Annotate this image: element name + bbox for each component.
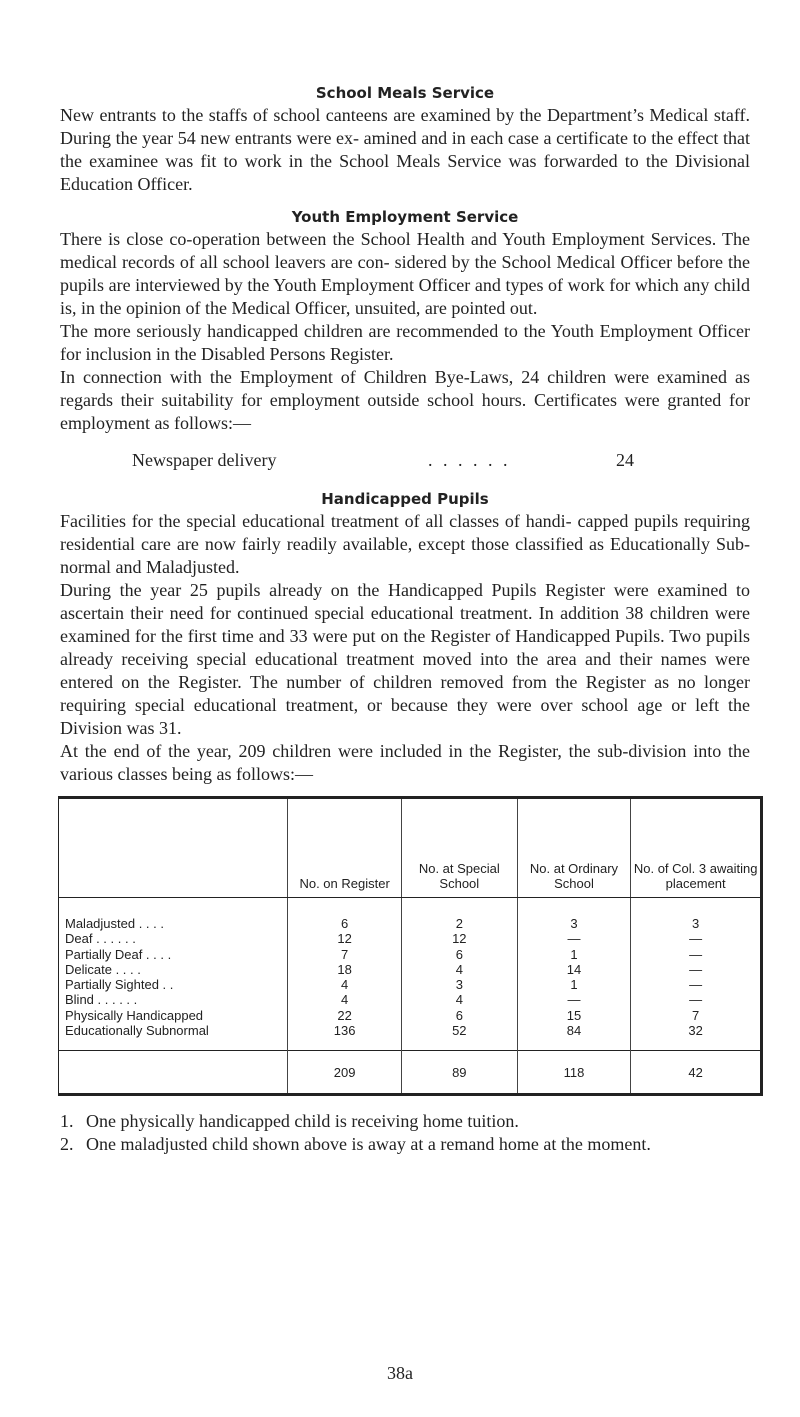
row-category: Deaf . . . . . . bbox=[59, 931, 288, 946]
footnote-text: One physically handicapped child is receiving home tuition. bbox=[86, 1111, 519, 1132]
cell-on-register: 6 bbox=[288, 898, 402, 932]
row-category: Blind . . . . . . bbox=[59, 992, 288, 1007]
school-meals-paragraph: New entrants to the staffs of school canteens are examined by the Department’s Medical staff. During the year 54 new entrants were ex- amined and in each case a certificate to the effect that the examinee was fit to work in the School Meals Service was forwarded to the Divisional Education Officer. bbox=[60, 105, 750, 194]
cell-on-register: 7 bbox=[288, 947, 402, 962]
table-row bbox=[59, 962, 762, 977]
cell-ordinary-school: 15 bbox=[517, 1008, 631, 1023]
header-category bbox=[59, 798, 288, 898]
cell-special-school: 12 bbox=[401, 931, 517, 946]
header-awaiting-placement: No. of Col. 3 awaiting placement bbox=[631, 798, 762, 898]
cell-on-register: 4 bbox=[288, 977, 402, 992]
cell-ordinary-school: 84 bbox=[517, 1023, 631, 1051]
header-no-at-ordinary-school: No. at Ordinary School bbox=[517, 798, 631, 898]
cell-ordinary-school: 3 bbox=[517, 898, 631, 932]
youth-employment-paragraph-1: There is close co-operation between the School Health and Youth Employment Services. The medical records of all school leavers are con- sidered by the School Medical Officer before the pupils are interviewed by the Youth Employment Officer and types of work for which any child is, in the opinion of the Medical Officer, unsuited, are pointed out. bbox=[60, 229, 750, 318]
footnote-item bbox=[60, 1110, 750, 1133]
cell-ordinary-school: — bbox=[517, 992, 631, 1007]
total-special-school: 89 bbox=[401, 1051, 517, 1095]
header-no-at-special-school: No. at Special School bbox=[401, 798, 517, 898]
row-category: Delicate . . . . bbox=[59, 962, 288, 977]
cell-awaiting-placement: — bbox=[631, 947, 762, 962]
table-row bbox=[59, 898, 762, 932]
total-ordinary-school: 118 bbox=[517, 1051, 631, 1095]
table-row bbox=[59, 1008, 762, 1023]
certificate-line bbox=[60, 449, 750, 472]
cell-special-school: 52 bbox=[401, 1023, 517, 1051]
cell-on-register: 4 bbox=[288, 992, 402, 1007]
footnote-number: 1. bbox=[60, 1111, 74, 1132]
footnotes bbox=[60, 1110, 750, 1156]
document-page bbox=[60, 82, 758, 1156]
table-header-row bbox=[59, 798, 762, 898]
cell-awaiting-placement: — bbox=[631, 992, 762, 1007]
cell-awaiting-placement: — bbox=[631, 977, 762, 992]
cell-awaiting-placement: 3 bbox=[631, 898, 762, 932]
totals-label bbox=[59, 1051, 288, 1095]
handicapped-paragraph-1: Facilities for the special educational treatment of all classes of handi- capped pupils requiring residential care are now fairly readily available, except those classified as Educationally Sub-normal and Maladjusted. bbox=[60, 511, 750, 577]
row-category: Partially Deaf . . . . bbox=[59, 947, 288, 962]
cell-special-school: 3 bbox=[401, 977, 517, 992]
cell-awaiting-placement: — bbox=[631, 931, 762, 946]
cell-ordinary-school: 14 bbox=[517, 962, 631, 977]
table-totals-row bbox=[59, 1051, 762, 1095]
table-row bbox=[59, 947, 762, 962]
handicapped-pupils-table bbox=[58, 796, 763, 1096]
handicapped-paragraph-2: During the year 25 pupils already on the Handicapped Pupils Register were examined to ascertain their need for continued special educational treatment. In addition 38 children were examined for the first time and 33 were put on the Register of Handicapped Pupils. Two pupils already receiving special educational treatment moved into the area and their names were entered on the Register. The number of children removed from the Register as no longer requiring special educational treatment, or because they were over school age or left the Division was 31. bbox=[60, 580, 750, 738]
footnote-number: 2. bbox=[60, 1134, 74, 1155]
page-number: 38a bbox=[387, 1363, 413, 1383]
total-on-register: 209 bbox=[288, 1051, 402, 1095]
total-awaiting-placement: 42 bbox=[631, 1051, 762, 1095]
cell-awaiting-placement: 7 bbox=[631, 1008, 762, 1023]
youth-employment-paragraph-2: The more seriously handicapped children are recommended to the Youth Employment Officer for inclusion in the Disabled Persons Register. bbox=[60, 321, 750, 364]
youth-employment-paragraph-3: In connection with the Employment of Children Bye-Laws, 24 children were examined as regards their suitability for employment outside school hours. Certificates were granted for employment as follows:— bbox=[60, 367, 750, 433]
cell-on-register: 136 bbox=[288, 1023, 402, 1051]
footnote-text: One maladjusted child shown above is away at a remand home at the moment. bbox=[86, 1134, 651, 1155]
cell-special-school: 4 bbox=[401, 992, 517, 1007]
table-row bbox=[59, 977, 762, 992]
table-row bbox=[59, 1023, 762, 1051]
cell-on-register: 22 bbox=[288, 1008, 402, 1023]
footnote-item bbox=[60, 1133, 750, 1156]
row-category: Maladjusted . . . . bbox=[59, 898, 288, 932]
certificate-value: 24 bbox=[616, 450, 634, 470]
school-meals-heading: School Meals Service bbox=[315, 84, 495, 102]
cell-on-register: 18 bbox=[288, 962, 402, 977]
certificate-leader-dots: . . . . . . bbox=[428, 450, 511, 470]
certificate-label: Newspaper delivery bbox=[132, 450, 277, 470]
handicapped-paragraph-3: At the end of the year, 209 children were included in the Register, the sub-division into the various classes being as follows:— bbox=[60, 741, 750, 784]
header-no-on-register: No. on Register bbox=[288, 798, 402, 898]
row-category: Educationally Subnormal bbox=[59, 1023, 288, 1051]
cell-special-school: 4 bbox=[401, 962, 517, 977]
table-row bbox=[59, 931, 762, 946]
cell-ordinary-school: 1 bbox=[517, 947, 631, 962]
cell-ordinary-school: — bbox=[517, 931, 631, 946]
cell-awaiting-placement: 32 bbox=[631, 1023, 762, 1051]
cell-awaiting-placement: — bbox=[631, 962, 762, 977]
cell-special-school: 6 bbox=[401, 947, 517, 962]
table-row bbox=[59, 992, 762, 1007]
row-category: Partially Sighted . . bbox=[59, 977, 288, 992]
cell-ordinary-school: 1 bbox=[517, 977, 631, 992]
cell-special-school: 2 bbox=[401, 898, 517, 932]
handicapped-pupils-heading: Handicapped Pupils bbox=[321, 490, 489, 508]
youth-employment-heading: Youth Employment Service bbox=[291, 208, 519, 226]
cell-on-register: 12 bbox=[288, 931, 402, 946]
row-category: Physically Handicapped bbox=[59, 1008, 288, 1023]
cell-special-school: 6 bbox=[401, 1008, 517, 1023]
